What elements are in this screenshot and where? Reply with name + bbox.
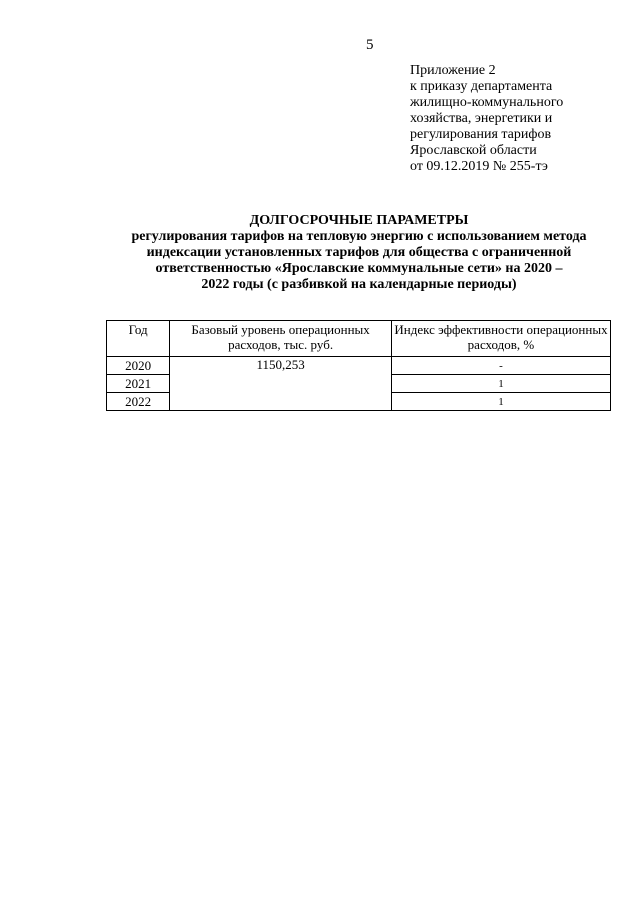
- cell-efficiency-index: -: [391, 357, 610, 375]
- title-line: регулирования тарифов на тепловую энергию с использованием метода: [131, 229, 587, 244]
- parameters-table: [106, 320, 611, 411]
- appendix-line: хозяйства, энергетики и: [410, 111, 553, 126]
- title-line: 2022 годы (с разбивкой на календарные периоды): [201, 277, 517, 292]
- header-year: Год: [107, 321, 170, 357]
- appendix-line: к приказу департамента: [410, 79, 553, 94]
- header-base-level: Базовый уровень операционных расходов, тыс. руб.: [170, 321, 392, 357]
- appendix-line: жилищно-коммунального: [410, 95, 564, 110]
- appendix-line: Ярославской области: [410, 143, 537, 158]
- title-line: индексации установленных тарифов для общества с ограниченной: [146, 245, 572, 260]
- table-header-row: [107, 321, 611, 357]
- cell-base-level: 1150,253: [170, 357, 392, 411]
- document-title: [104, 213, 614, 293]
- appendix-line: от 09.12.2019 № 255-тэ: [410, 159, 548, 174]
- table-row: [107, 357, 611, 375]
- title-heading: ДОЛГОСРОЧНЫЕ ПАРАМЕТРЫ: [249, 213, 469, 228]
- appendix-line: Приложение 2: [410, 63, 496, 78]
- cell-efficiency-index: 1: [391, 375, 610, 393]
- title-line: ответственностью «Ярославские коммунальные сети» на 2020 –: [155, 261, 563, 276]
- cell-year: 2022: [107, 393, 170, 411]
- appendix-line: регулирования тарифов: [410, 127, 552, 142]
- header-efficiency-index: Индекс эффективности операционных расходов, %: [391, 321, 610, 357]
- page-number: 5: [366, 37, 374, 53]
- cell-year: 2020: [107, 357, 170, 375]
- cell-year: 2021: [107, 375, 170, 393]
- appendix-block: [410, 63, 625, 175]
- cell-efficiency-index: 1: [391, 393, 610, 411]
